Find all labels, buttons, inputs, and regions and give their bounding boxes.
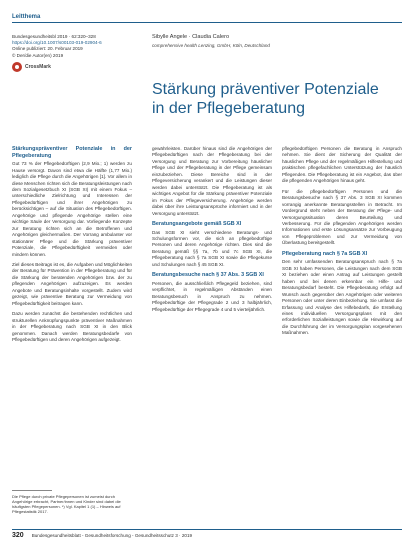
section-heading: Beratungsangebote gemäß SGB XI — [152, 220, 242, 227]
copyright: © Der/die Autor(en) 2019 — [12, 52, 64, 58]
title-line-2: in der Pflegeberatung — [152, 100, 305, 117]
doi-link[interactable]: https://doi.org/10.1007/s00103-019-02904-6 — [12, 40, 102, 46]
affiliation: comprehensive health Lenzing, GmbH, Köln, Deutschland — [152, 43, 270, 48]
online-date: Online publiziert: 20. Februar 2019 — [12, 46, 83, 52]
paragraph: Gut 73 % der Pflegebedürftigen (2,9 Mio.; 1) werden zu Hause versorgt. Davon sind etwa die Hälfte (1,77 Mio.) lediglich die Pflege durch die Angehörigen [1]. Vor allem in diese Menschen richten sich die Beratungsleistungen nach dem Sozialgesetzbuch XI (SGB XI) mit einem Fokus – unterschiedliche Zielrichtung und Interessen der Pflegebedürftigen und ihrer Angehörigen zu berücksichtigen – auf die Situation des Pflegebedürftigen. Angehörige und pflegende Angehörige stellen eine wichtige Säule der Versorgung dar. Vorliegende Konzepte zur Beratung richten sich an die Betroffenen und Angehörigen gleichermaßen. Der Vorrang ambulanter vor stationärer Pflege und die Stärkung präventiver Potenziale, die Pflegebedürftigkeit vermeiden oder mindern können. — [12, 161, 132, 257]
paragraph: Dazu werden zunächst die bestehenden rechtlichen und strukturellen Anknüpfungspunkte präventiver Maßnahmen in der Pflegeberatung nach SGB XI in den Blick genommen. Danach werden Beratungsbedarfe von Pflegebedürftigen und deren Angehörigen aufgezeigt. — [12, 311, 132, 342]
section-heading: Pflegeberatung nach § 7a SGB XI — [282, 250, 368, 257]
text-column-3 — [282, 146, 402, 341]
page-footer — [12, 532, 402, 539]
text-column-2 — [152, 146, 272, 317]
text-column-1 — [12, 146, 132, 347]
journal-name: Bundesgesundheitsblatt - Gesundheitsforschung - Gesundheitsschutz 3 · 2019 — [31, 533, 193, 538]
paragraph: Das SGB XI sieht verschiedene Beratungs- und Schulungsformen vor, die sich an pflegebedürftige Personen und deren Angehörige richten. Dies sind die Beratung gemäß §§ 7a, 7b und 7c SGB XI, die Pflegeberatung nach § 7a SGB XI sowie die Pflegekurse und Schulungen nach § 45 SGB XI. — [152, 229, 272, 267]
crossmark-badge[interactable] — [12, 62, 51, 72]
paragraph: Für die pflegebedürftigen Personen und die Beratungsbesuche nach § 37 Abs. 3 SGB XI kommen vorrangig anerkannte Beratungsstellen in Betracht. Im Vordergrund steht neben der Beratung der Pflege- und Versorgungssituation deren Beurteilung und Verbesserung. Für die pflegenden Angehörigen werden Informationen und erste Lösungsansätze zur Vorbeugung von Pflegeproblemen und zur Vermeidung von Überlastung bereitgestellt. — [282, 188, 402, 246]
authors: Sibylle Angele · Claudia Calero — [152, 34, 230, 40]
title-line-1: Stärkung präventiver Potenziale — [152, 81, 379, 98]
footnote-divider — [12, 490, 52, 491]
paragraph: Den sehr umfassenden Beratungsanspruch nach § 7a SGB XI haben Personen, die Leistungen nach dem SGB XI beziehen oder einen Antrag auf Leistungen gestellt haben und bei denen erkennbar ein Hilfe- und Beratungsbedarf besteht. Die Pflegeberatung erfolgt auf Wunsch auch gegenüber den Angehörigen oder weiteren Personen oder unter deren Einbeziehung. Sie umfasst die Erfassung und Analyse des Hilfebedarfs, die Erstellung eines individuellen Versorgungsplans mit den erforderlichen Sozialleistungen sowie die Hinwirkung auf die Durchführung der im Versorgungsplan vorgesehenen Maßnahmen. — [282, 259, 402, 336]
article-title — [152, 80, 402, 118]
section-heading: Beratungsbesuche nach § 37 Abs. 3 SGB XI — [152, 272, 264, 279]
citation-line: Bundesgesundheitsbl 2019 · 62:320–328 — [12, 34, 96, 39]
paragraph: gewährleisten. Darüber hinaus sind die Angehörigen der Pflegebedürftigen nach der Pflegeberatung bei der Versorgung und Beratung zur Vorbereitung häuslicher Pflege und der Pflegeberatung in der Pflege gemeinsam einzubeziehen. Diese Bereiche sind in der Pflegeversicherung verankert und die Leistungen dieser werden dabei unterstützt. Die Pflegeberatung ist als wichtiges Angebot für die Stärkung präventiver Potenziale im Fokus der Pflegeversicherung. Angehörige werden dabei über ihre Leistungsansprüche informiert und in der Versorgung unterstützt. — [152, 146, 272, 216]
article-metadata — [12, 34, 152, 59]
paragraph: Personen, die ausschließlich Pflegegeld beziehen, sind verpflichtet, in regelmäßigen Abständen einen Beratungsbesuch in Anspruch zu nehmen. Pflegebedürftige der Pflegegrade 2 und 3 halbjährlich, Pflegebedürftige der Pflegegrade 4 und 5 vierteljährlich. — [152, 280, 272, 312]
page-number: 320 — [12, 532, 24, 539]
crossmark-icon — [12, 62, 22, 72]
crossmark-label: CrossMark — [25, 64, 51, 70]
column-1-heading: Stärkungspräventiver Potenziale in der Pflegeberatung — [12, 146, 132, 159]
footnote: Die Pflege durch private Pflegepersonen ist zumeist durch Angehörige erbracht, Partner/innen und Kinder sind dabei die häufigsten Pflegepersonen. *) Vgl. Kapitel 1 (1) – Hinweis auf Pflegestatistik 2017. — [12, 494, 121, 514]
rubric-divider — [12, 22, 402, 23]
paragraph: pflegebedürftigen Personen die Beratung in Anspruch nehmen. Sie dient der Sicherung der Qualität der häuslichen Pflege und der regelmäßigen Hilfestellung und praktischen pflegefachlichen Unterstützung der häuslich Pflegenden. Die Pflegeberatung ist ein Angebot, das über die pflegenden Angehörigen hinaus geht. — [282, 146, 402, 184]
footer-divider — [12, 529, 402, 530]
paragraph: Ziel dieses Beitrags ist es, die Aufgaben und Möglichkeiten der Beratung für Prävention in der Pflegeberatung und für die Stärkung der beratenden Angehörigen bzw. der zu pflegenden Angehörigen aufzuzeigen. Es werden Angebote und Beratungsinhalte vorgestellt. Zudem wird gezeigt, wie präventive Beratung zur Vermeidung von Pflegebedürftigkeit beitragen kann. — [12, 261, 132, 306]
section-rubric: Leitthema — [12, 14, 41, 20]
